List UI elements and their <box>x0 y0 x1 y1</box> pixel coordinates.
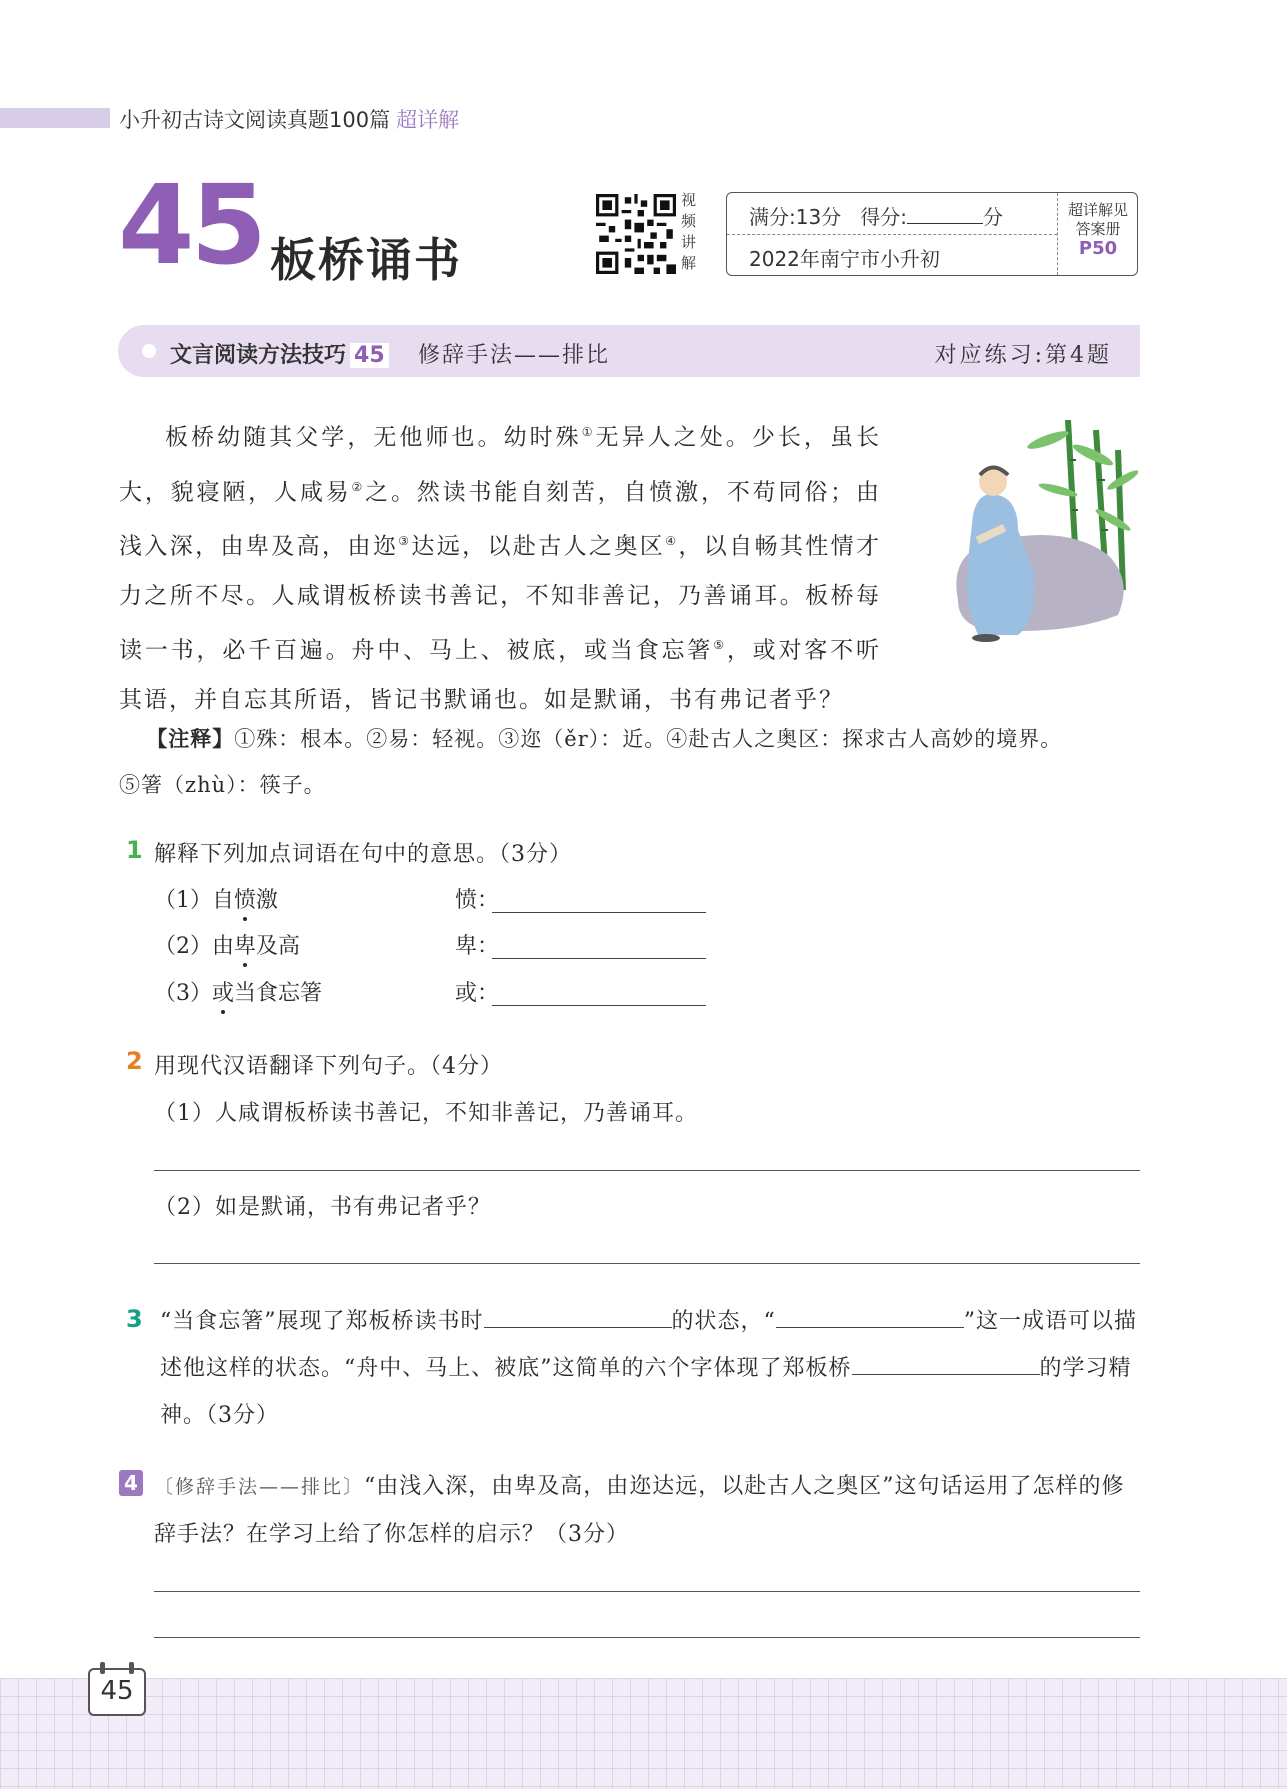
question-4-text: 〔修辞手法——排比〕“由浅入深，由卑及高，由迩达远，以赴古人之奥区”这句话运用了怎样的修辞手法？在学习上给了你怎样的启示？（3分） <box>154 1474 1125 1547</box>
notes-tag: 【注释】 <box>146 727 235 751</box>
method-practice: 对应练习:第4题 <box>934 343 1112 368</box>
q1-item-3: （3）或当食忘箸 <box>154 981 323 1006</box>
page-number-badge <box>88 1668 146 1716</box>
method-banner <box>118 325 1140 377</box>
q3-blank-3[interactable] <box>852 1352 1040 1375</box>
method-number: 45 <box>350 343 389 368</box>
q4-answer-line-2[interactable] <box>154 1637 1140 1638</box>
q2-answer-2-line[interactable] <box>154 1263 1140 1264</box>
q1-item-1: （1）自愤激 <box>154 888 279 913</box>
qr-code-icon[interactable] <box>596 194 676 274</box>
q1-answer-3-line[interactable] <box>492 1005 706 1006</box>
book-title: 小升初古诗文阅读真题100篇 超详解 <box>119 108 460 132</box>
q1-answer-2-line[interactable] <box>492 958 706 959</box>
answer-reference: 超详解见 答案册 P50 <box>1057 201 1139 258</box>
answer-page: P50 <box>1078 238 1118 259</box>
score-line: 满分:13分 得分: 分 <box>749 205 1004 229</box>
q2-sub-2: （2）如是默诵，书有弗记者乎？ <box>154 1195 491 1220</box>
method-label: 文言阅读方法技巧 45 <box>170 338 393 369</box>
question-2-number: 2 <box>126 1047 143 1075</box>
score-input[interactable] <box>907 205 983 224</box>
q1-item-2: （2）由卑及高 <box>154 934 301 959</box>
question-3-text: “当食忘箸”展现了郑板桥读书时 的状态，“ ”这一成语可以描述他这样的状态。“舟中、马上、被底”这简单的六个字体现了郑板桥 的学习精神。（3分） <box>160 1298 1140 1439</box>
bullet-icon <box>142 344 156 358</box>
lesson-title: 板桥诵书 <box>270 233 462 287</box>
question-2-text: 用现代汉语翻译下列句子。（4分） <box>154 1054 503 1079</box>
question-1-number: 1 <box>126 836 143 864</box>
header-decor-strip <box>0 108 110 128</box>
q1-answer-1-line[interactable] <box>492 912 706 913</box>
question-1-text: 解释下列加点词语在句中的意思。（3分） <box>154 842 572 867</box>
notes: 【注释】①殊：根本。②易：轻视。③迩（ěr）：近。④赴古人之奥区：探求古人高妙的境界。 ⑤箸（zhù）：筷子。 <box>119 727 1063 797</box>
q1-item-2-key: 卑： <box>455 934 500 959</box>
passage: 板桥幼随其父学，无他师也。幼时殊①无异人之处。少长，虽长大，貌寝陋，人咸易②之。然读书能自刻苦，自愤激，不苟同俗；由浅入深，由卑及高，由迩③达远，以赴古人之奥区④，以自畅其性情才力之所不尽。人咸谓板桥读书善记，不知非善记，乃善诵耳。板桥每读一书，必千百遍。舟中、马上、被底，或当食忘箸⑤，或对客不听其语，并自忘其所语，皆记书默诵也。如是默诵，书有弗记者乎？ <box>119 424 882 713</box>
q3-blank-2[interactable] <box>776 1305 964 1328</box>
q1-item-3-key: 或： <box>455 981 500 1006</box>
q4-answer-line-1[interactable] <box>154 1591 1140 1592</box>
q1-item-1-key: 愤： <box>455 888 500 913</box>
q4-tag: 〔修辞手法——排比〕 <box>154 1476 365 1498</box>
footer-grid <box>0 1678 1287 1789</box>
lesson-number: 45 <box>118 161 264 289</box>
page-number: 45 <box>100 1676 134 1706</box>
score-box <box>726 192 1138 276</box>
book-title-accent: 超详解 <box>396 108 460 132</box>
q3-blank-1[interactable] <box>484 1305 672 1328</box>
qr-label: 视 频 讲 解 <box>681 191 697 272</box>
exam-source: 2022年南宁市小升初 <box>749 247 940 271</box>
q2-sub-1: （1）人咸谓板桥读书善记，不知非善记，乃善诵耳。 <box>154 1101 698 1126</box>
method-topic: 修辞手法——排比 <box>418 343 611 368</box>
scholar-bamboo-illustration <box>918 420 1138 650</box>
question-3-number: 3 <box>126 1305 143 1333</box>
q2-answer-1-line[interactable] <box>154 1170 1140 1171</box>
question-4-number: 4 <box>119 1470 143 1496</box>
